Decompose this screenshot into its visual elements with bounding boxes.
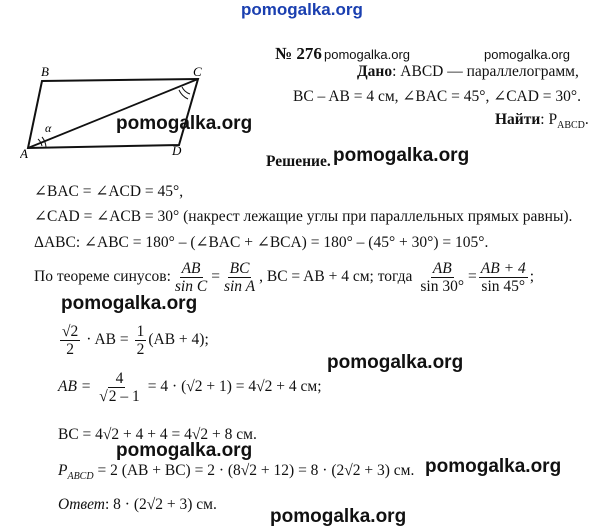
angle-arc-c2 [179, 90, 188, 99]
find-value: : P [540, 111, 558, 128]
fraction-ab4-sin45: $\frac{AB + 4}{\sin 45^\circ}$ [480, 259, 526, 295]
watermark-3: pomogalka.org [61, 293, 198, 314]
equation-line-1: $\frac{√2}{2}$ · AB = $\frac{1}{2}$ (AB + 4); [62, 322, 209, 358]
find-label: Найти [495, 111, 541, 128]
watermark-top: pomogalka.org [241, 0, 363, 19]
watermark-1: pomogalka.org [116, 113, 253, 134]
watermark-4: pomogalka.org [327, 352, 464, 373]
watermark-7: pomogalka.org [270, 506, 407, 527]
watermark-2: pomogalka.org [333, 145, 470, 166]
angle-label-alpha: α [45, 121, 52, 135]
fraction-ab-sinc: $\frac{AB}{\text{sin C}}$ [174, 259, 208, 295]
given-line-2: BC – AB = 4 см, ∠BAC = 45°, ∠CAD = 30°. [293, 88, 581, 105]
answer-line [58, 496, 217, 514]
fraction-ab-sin30: $\frac{AB}{\sin 30^\circ}$ [420, 259, 465, 295]
watermark-header-right: pomogalka.org [484, 47, 570, 62]
problem-number: № 276 [275, 44, 322, 63]
solution-line-1: ∠BAC = ∠ACD = 45°, [34, 183, 184, 200]
solution-line-2: ∠CAD = ∠ACB = 30° (накрест лежащие углы при параллельных прямых равны). [34, 208, 573, 225]
fraction-bc-sina: $\frac{BC}{\text{sin A}}$ [223, 259, 256, 295]
perimeter-line: $P_{ABCD} = 2$ (AB + BC) = 2 · (8√2 + 12) = 8 · (2√2 + 3) см. [58, 462, 415, 483]
vertex-label-c: C [193, 66, 202, 79]
angle-arc-c [182, 87, 190, 94]
answer-value: : 8 · (2√2 + 3) см. [104, 496, 217, 513]
given-line-1 [357, 63, 579, 81]
fraction-sqrt2-2: $\frac{√2}{2}$ [62, 322, 79, 358]
given-text-1: : ABCD — параллелограмм, [392, 63, 579, 80]
vertex-label-a: A [20, 146, 28, 161]
ab-result-line: AB = $\frac{4}{√2 - 1}$ = 4 · (√2 + 1) = 4√2 + 4 см; [58, 369, 322, 405]
solution-heading: Решение. [266, 153, 331, 170]
bc-result-line: BC = 4√2 + 4 + 4 = 4√2 + 8 см. [58, 426, 257, 443]
watermark-6: pomogalka.org [425, 456, 562, 477]
vertex-label-b: B [41, 66, 49, 79]
watermark-header-left: pomogalka.org [324, 47, 410, 62]
find-sub: ABCD [557, 120, 585, 132]
sines-prefix: По теореме синусов: [34, 268, 171, 285]
answer-label: Ответ [58, 496, 105, 513]
find-line: Найти: $P_{ABCD}$. [495, 111, 589, 132]
fraction-one-half: $\frac{1}{2}$ [136, 322, 145, 358]
vertex-label-d: D [172, 143, 182, 158]
fraction-4-over-sqrt2-minus-1: $\frac{4}{√2 - 1}$ [99, 369, 140, 405]
solution-line-3: ΔABC: ∠ABC = 180° – (∠BAC + ∠BCA) = 180° – (45° + 30°) = 105°. [34, 234, 489, 251]
watermark-5: pomogalka.org [116, 440, 253, 461]
sines-mid: , BC = AB + 4 см; тогда [259, 268, 413, 285]
law-of-sines-line: По теореме синусов: $\frac{AB}{\text{sin C}}$ = $\frac{BC}{\text{sin A}}$ , BC = AB + 4 см; тогда $\frac{AB}{\sin 30^\circ}$ = $\frac{AB + 4}{\sin 45^\circ}$ ; [34, 259, 535, 295]
given-label: Дано [357, 63, 393, 80]
